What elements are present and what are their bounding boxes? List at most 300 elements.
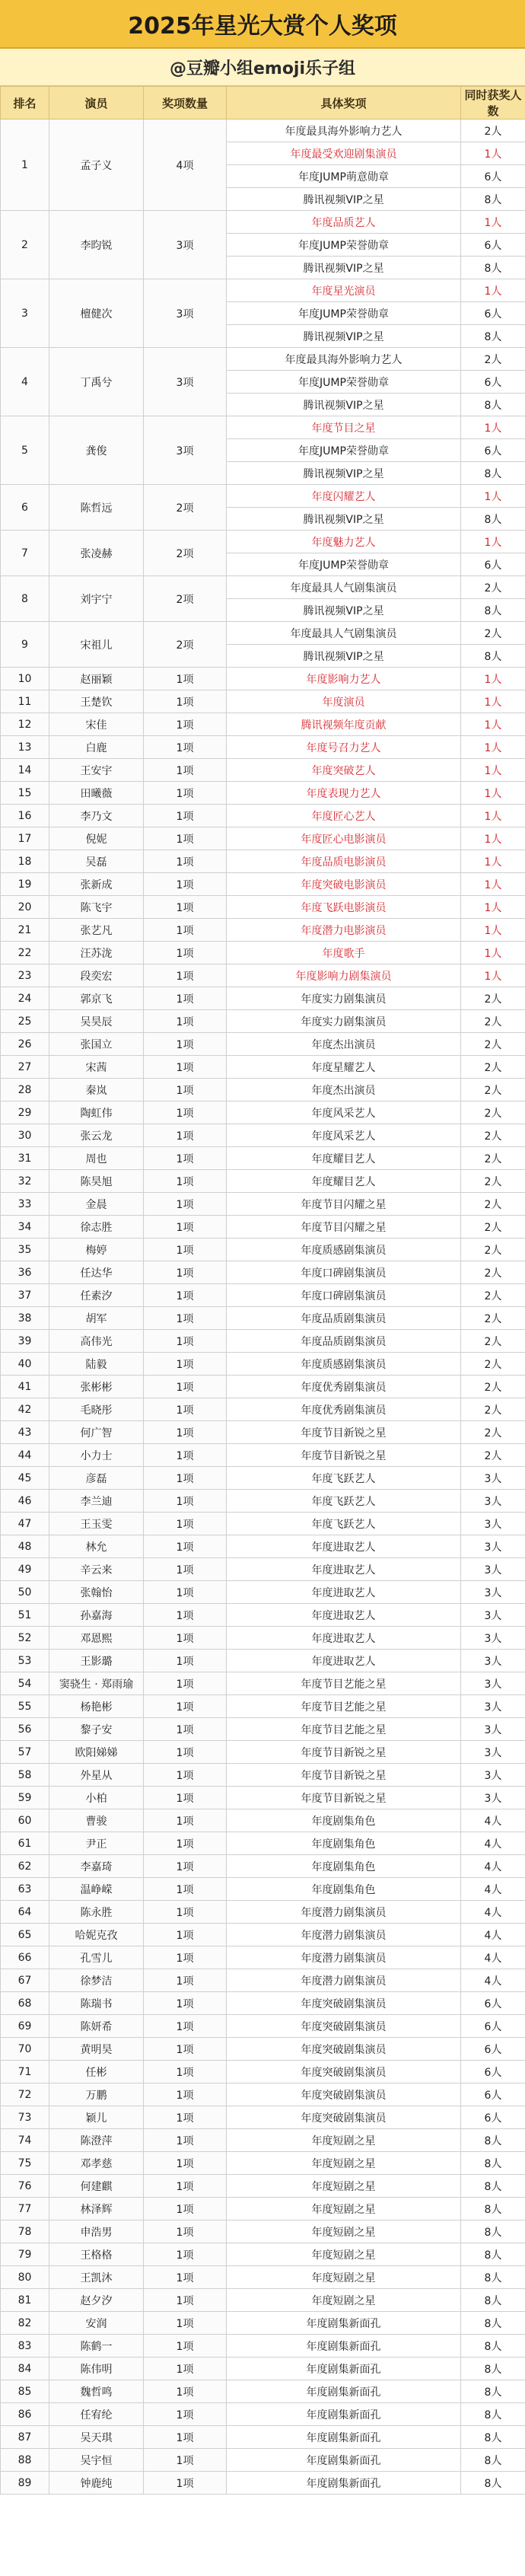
table-row <box>1 2312 525 2335</box>
award-cell: 年度最具海外影响力艺人 <box>227 120 461 142</box>
actor-cell: 邓恩熙 <box>49 1627 144 1650</box>
award-cell: 年度剧集角色 <box>227 1809 461 1832</box>
rank-cell: 18 <box>1 850 49 873</box>
header-rank: 排名 <box>1 87 49 120</box>
award-count-cell: 1项 <box>144 1924 227 1946</box>
table-row <box>1 1878 525 1901</box>
award-count-cell: 1项 <box>144 668 227 690</box>
table-row <box>1 1284 525 1307</box>
actor-cell: 辛云来 <box>49 1558 144 1581</box>
table-row <box>1 1787 525 1809</box>
winners-cell: 1人 <box>461 211 525 234</box>
award-cell: 年度剧集新面孔 <box>227 2426 461 2449</box>
actor-cell: 曹骏 <box>49 1809 144 1832</box>
table-row <box>1 2472 525 2495</box>
actor-cell: 孙嘉海 <box>49 1604 144 1627</box>
actor-cell: 申浩男 <box>49 2221 144 2243</box>
award-count-cell: 1项 <box>144 1398 227 1421</box>
award-cell: 年度短剧之星 <box>227 2175 461 2198</box>
actor-cell: 檀健次 <box>49 279 144 348</box>
rank-cell: 9 <box>1 622 49 668</box>
award-count-cell: 1项 <box>144 827 227 850</box>
winners-cell: 8人 <box>461 188 525 211</box>
actor-cell: 李嘉琦 <box>49 1855 144 1878</box>
award-cell: 年度剧集新面孔 <box>227 2358 461 2380</box>
rank-cell: 56 <box>1 1718 49 1741</box>
award-count-cell: 1项 <box>144 1421 227 1444</box>
page-title: 2025年星光大赏个人奖项 <box>0 0 525 49</box>
table-row <box>1 850 525 873</box>
table-row <box>1 2129 525 2152</box>
award-count-cell: 1项 <box>144 1832 227 1855</box>
award-cell: 年度进取艺人 <box>227 1627 461 1650</box>
award-count-cell: 1项 <box>144 1878 227 1901</box>
winners-cell: 8人 <box>461 394 525 416</box>
table-row <box>1 942 525 964</box>
rank-cell: 34 <box>1 1216 49 1239</box>
rank-cell: 35 <box>1 1239 49 1261</box>
winners-cell: 8人 <box>461 2335 525 2358</box>
actor-cell: 高伟光 <box>49 1330 144 1353</box>
actor-cell: 徐志胜 <box>49 1216 144 1239</box>
actor-cell: 小力士 <box>49 1444 144 1467</box>
winners-cell: 2人 <box>461 987 525 1010</box>
award-count-cell: 1项 <box>144 1490 227 1513</box>
rank-cell: 26 <box>1 1033 49 1056</box>
winners-cell: 1人 <box>461 668 525 690</box>
winners-cell: 1人 <box>461 873 525 896</box>
award-count-cell: 1项 <box>144 1672 227 1695</box>
award-cell: 年度魅力艺人 <box>227 531 461 553</box>
award-count-cell: 1项 <box>144 2129 227 2152</box>
award-cell: 年度潜力电影演员 <box>227 919 461 942</box>
winners-cell: 3人 <box>461 1581 525 1604</box>
table-row <box>1 1216 525 1239</box>
rank-cell: 40 <box>1 1353 49 1376</box>
actor-cell: 段奕宏 <box>49 964 144 987</box>
winners-cell: 3人 <box>461 1764 525 1787</box>
award-cell: 年度进取艺人 <box>227 1581 461 1604</box>
winners-cell: 1人 <box>461 964 525 987</box>
winners-cell: 2人 <box>461 1398 525 1421</box>
winners-cell: 8人 <box>461 257 525 279</box>
winners-cell: 6人 <box>461 234 525 257</box>
award-cell: 年度风采艺人 <box>227 1101 461 1124</box>
rank-cell: 22 <box>1 942 49 964</box>
rank-cell: 47 <box>1 1513 49 1535</box>
winners-cell: 6人 <box>461 2038 525 2061</box>
page-subtitle: @豆瓣小组emoji乐子组 <box>0 49 525 86</box>
actor-cell: 王影璐 <box>49 1650 144 1672</box>
header-winners: 同时获奖人数 <box>461 87 525 120</box>
award-cell: 年度口碑剧集演员 <box>227 1261 461 1284</box>
award-cell: 年度剧集新面孔 <box>227 2472 461 2495</box>
actor-cell: 何建麒 <box>49 2175 144 2198</box>
winners-cell: 4人 <box>461 1969 525 1992</box>
rank-cell: 61 <box>1 1832 49 1855</box>
award-cell: 年度飞跃艺人 <box>227 1513 461 1535</box>
actor-cell: 陈永胜 <box>49 1901 144 1924</box>
winners-cell: 8人 <box>461 2289 525 2312</box>
award-count-cell: 1项 <box>144 690 227 713</box>
actor-cell: 任达华 <box>49 1261 144 1284</box>
actor-cell: 徐梦洁 <box>49 1969 144 1992</box>
table-row <box>1 2403 525 2426</box>
award-cell: 年度影响力剧集演员 <box>227 964 461 987</box>
actor-cell: 陈哲远 <box>49 485 144 531</box>
table-row <box>1 759 525 782</box>
table-row <box>1 1718 525 1741</box>
table-row <box>1 2152 525 2175</box>
winners-cell: 2人 <box>461 1421 525 1444</box>
rank-cell: 45 <box>1 1467 49 1490</box>
award-cell: 年度节目新锐之星 <box>227 1444 461 1467</box>
award-count-cell: 1项 <box>144 2038 227 2061</box>
winners-cell: 6人 <box>461 302 525 325</box>
award-count-cell: 1项 <box>144 1901 227 1924</box>
actor-cell: 王格格 <box>49 2243 144 2266</box>
winners-cell: 3人 <box>461 1741 525 1764</box>
table-row <box>1 211 525 234</box>
actor-cell: 陈昊旭 <box>49 1170 144 1193</box>
winners-cell: 2人 <box>461 622 525 645</box>
winners-cell: 2人 <box>461 1010 525 1033</box>
actor-cell: 张翰怡 <box>49 1581 144 1604</box>
winners-cell: 6人 <box>461 371 525 394</box>
rank-cell: 3 <box>1 279 49 348</box>
rank-cell: 80 <box>1 2266 49 2289</box>
rank-cell: 76 <box>1 2175 49 2198</box>
table-row <box>1 2061 525 2083</box>
actor-cell: 钟鹿纯 <box>49 2472 144 2495</box>
actor-cell: 金晨 <box>49 1193 144 1216</box>
table-header <box>1 87 525 120</box>
award-count-cell: 1项 <box>144 1033 227 1056</box>
actor-cell: 任素汐 <box>49 1284 144 1307</box>
rank-cell: 29 <box>1 1101 49 1124</box>
actor-cell: 郭京飞 <box>49 987 144 1010</box>
award-count-cell: 1项 <box>144 1513 227 1535</box>
rank-cell: 82 <box>1 2312 49 2335</box>
rank-cell: 71 <box>1 2061 49 2083</box>
table-row <box>1 1832 525 1855</box>
award-count-cell: 1项 <box>144 1284 227 1307</box>
winners-cell: 8人 <box>461 2198 525 2221</box>
award-cell: 年度JUMP荣誉勋章 <box>227 439 461 462</box>
award-cell: 年度剧集角色 <box>227 1855 461 1878</box>
table-row <box>1 279 525 302</box>
award-cell: 年度进取艺人 <box>227 1535 461 1558</box>
award-cell: 年度剧集新面孔 <box>227 2312 461 2335</box>
rank-cell: 85 <box>1 2380 49 2403</box>
table-row <box>1 1650 525 1672</box>
award-count-cell: 1项 <box>144 1307 227 1330</box>
award-cell: 年度杰出演员 <box>227 1079 461 1101</box>
award-count-cell: 1项 <box>144 919 227 942</box>
actor-cell: 吴天琪 <box>49 2426 144 2449</box>
award-count-cell: 1项 <box>144 1101 227 1124</box>
rank-cell: 88 <box>1 2449 49 2472</box>
actor-cell: 汪苏泷 <box>49 942 144 964</box>
award-cell: 年度最具人气剧集演员 <box>227 576 461 599</box>
award-count-cell: 1项 <box>144 1695 227 1718</box>
actor-cell: 李兰迪 <box>49 1490 144 1513</box>
award-count-cell: 1项 <box>144 2198 227 2221</box>
rank-cell: 42 <box>1 1398 49 1421</box>
award-count-cell: 1项 <box>144 736 227 759</box>
table-row <box>1 1353 525 1376</box>
winners-cell: 8人 <box>461 2472 525 2495</box>
winners-cell: 1人 <box>461 279 525 302</box>
award-cell: 年度品质剧集演员 <box>227 1307 461 1330</box>
awards-table <box>0 86 525 2495</box>
award-cell: 年度突破剧集演员 <box>227 2083 461 2106</box>
rank-cell: 16 <box>1 805 49 827</box>
winners-cell: 2人 <box>461 1033 525 1056</box>
rank-cell: 19 <box>1 873 49 896</box>
table-row <box>1 1992 525 2015</box>
rank-cell: 62 <box>1 1855 49 1878</box>
award-cell: 年度最受欢迎剧集演员 <box>227 142 461 165</box>
award-count-cell: 1项 <box>144 1855 227 1878</box>
actor-cell: 窦骁生 · 郑雨瑜 <box>49 1672 144 1695</box>
award-cell: 年度口碑剧集演员 <box>227 1284 461 1307</box>
award-cell: 年度剧集新面孔 <box>227 2403 461 2426</box>
winners-cell: 2人 <box>461 1307 525 1330</box>
rank-cell: 28 <box>1 1079 49 1101</box>
table-row <box>1 1809 525 1832</box>
winners-cell: 3人 <box>461 1627 525 1650</box>
rank-cell: 17 <box>1 827 49 850</box>
actor-cell: 万鹏 <box>49 2083 144 2106</box>
award-cell: 腾讯视频年度贡献 <box>227 713 461 736</box>
actor-cell: 陈妍希 <box>49 2015 144 2038</box>
rank-cell: 6 <box>1 485 49 531</box>
award-cell: 年度质感剧集演员 <box>227 1239 461 1261</box>
award-count-cell: 1项 <box>144 2472 227 2495</box>
winners-cell: 2人 <box>461 1376 525 1398</box>
actor-cell: 张凌赫 <box>49 531 144 576</box>
award-count-cell: 1项 <box>144 2106 227 2129</box>
actor-cell: 彦磊 <box>49 1467 144 1490</box>
actor-cell: 陈伟明 <box>49 2358 144 2380</box>
winners-cell: 8人 <box>461 2175 525 2198</box>
rank-cell: 27 <box>1 1056 49 1079</box>
winners-cell: 1人 <box>461 142 525 165</box>
header-row <box>1 87 525 120</box>
actor-cell: 张新成 <box>49 873 144 896</box>
winners-cell: 2人 <box>461 1124 525 1147</box>
winners-cell: 8人 <box>461 462 525 485</box>
award-count-cell: 1项 <box>144 1467 227 1490</box>
winners-cell: 2人 <box>461 1239 525 1261</box>
table-row <box>1 1855 525 1878</box>
table-row <box>1 2266 525 2289</box>
rank-cell: 77 <box>1 2198 49 2221</box>
winners-cell: 1人 <box>461 759 525 782</box>
rank-cell: 44 <box>1 1444 49 1467</box>
award-count-cell: 2项 <box>144 531 227 576</box>
table-row <box>1 2380 525 2403</box>
award-cell: 年度JUMP荣誉勋章 <box>227 302 461 325</box>
table-row <box>1 1193 525 1216</box>
rank-cell: 7 <box>1 531 49 576</box>
actor-cell: 陈瑞书 <box>49 1992 144 2015</box>
actor-cell: 宋祖儿 <box>49 622 144 668</box>
actor-cell: 张彬彬 <box>49 1376 144 1398</box>
winners-cell: 1人 <box>461 827 525 850</box>
table-row <box>1 1170 525 1193</box>
actor-cell: 魏哲鸣 <box>49 2380 144 2403</box>
winners-cell: 1人 <box>461 485 525 508</box>
actor-cell: 小柏 <box>49 1787 144 1809</box>
award-cell: 年度潜力剧集演员 <box>227 1924 461 1946</box>
award-cell: 年度匠心艺人 <box>227 805 461 827</box>
award-cell: 年度飞跃艺人 <box>227 1490 461 1513</box>
table-row <box>1 1581 525 1604</box>
winners-cell: 1人 <box>461 805 525 827</box>
table-row <box>1 348 525 371</box>
rank-cell: 53 <box>1 1650 49 1672</box>
award-count-cell: 1项 <box>144 1992 227 2015</box>
actor-cell: 尹正 <box>49 1832 144 1855</box>
award-count-cell: 1项 <box>144 942 227 964</box>
winners-cell: 3人 <box>461 1535 525 1558</box>
award-cell: 年度突破剧集演员 <box>227 2038 461 2061</box>
award-cell: 年度节目之星 <box>227 416 461 439</box>
actor-cell: 温峥嵘 <box>49 1878 144 1901</box>
actor-cell: 王玉雯 <box>49 1513 144 1535</box>
award-cell: 年度剧集新面孔 <box>227 2380 461 2403</box>
winners-cell: 4人 <box>461 1901 525 1924</box>
winners-cell: 2人 <box>461 1444 525 1467</box>
award-cell: 年度突破剧集演员 <box>227 1992 461 2015</box>
winners-cell: 3人 <box>461 1650 525 1672</box>
rank-cell: 78 <box>1 2221 49 2243</box>
winners-cell: 2人 <box>461 1056 525 1079</box>
table-row <box>1 1101 525 1124</box>
table-row <box>1 873 525 896</box>
table-row <box>1 1946 525 1969</box>
award-cell: 年度节目新锐之星 <box>227 1787 461 1809</box>
award-cell: 年度优秀剧集演员 <box>227 1398 461 1421</box>
rank-cell: 68 <box>1 1992 49 2015</box>
award-count-cell: 1项 <box>144 1079 227 1101</box>
table-row <box>1 805 525 827</box>
table-row <box>1 1924 525 1946</box>
actor-cell: 龚俊 <box>49 416 144 485</box>
winners-cell: 2人 <box>461 1284 525 1307</box>
actor-cell: 陈鹤一 <box>49 2335 144 2358</box>
table-row <box>1 2106 525 2129</box>
table-row <box>1 120 525 142</box>
award-count-cell: 1项 <box>144 1147 227 1170</box>
winners-cell: 8人 <box>461 2403 525 2426</box>
rank-cell: 32 <box>1 1170 49 1193</box>
winners-cell: 3人 <box>461 1718 525 1741</box>
actor-cell: 林泽辉 <box>49 2198 144 2221</box>
winners-cell: 1人 <box>461 896 525 919</box>
award-cell: 腾讯视频VIP之星 <box>227 462 461 485</box>
table-row <box>1 1239 525 1261</box>
award-cell: 年度品质艺人 <box>227 211 461 234</box>
actor-cell: 吴磊 <box>49 850 144 873</box>
table-row <box>1 485 525 508</box>
actor-cell: 王楚钦 <box>49 690 144 713</box>
actor-cell: 任宥纶 <box>49 2403 144 2426</box>
award-count-cell: 1项 <box>144 873 227 896</box>
rank-cell: 48 <box>1 1535 49 1558</box>
actor-cell: 林允 <box>49 1535 144 1558</box>
table-row <box>1 964 525 987</box>
award-count-cell: 1项 <box>144 1764 227 1787</box>
award-count-cell: 1项 <box>144 1741 227 1764</box>
table-row <box>1 1261 525 1284</box>
award-count-cell: 1项 <box>144 2243 227 2266</box>
table-row <box>1 576 525 599</box>
award-cell: 年度耀目艺人 <box>227 1147 461 1170</box>
winners-cell: 8人 <box>461 645 525 668</box>
rank-cell: 58 <box>1 1764 49 1787</box>
award-count-cell: 1项 <box>144 2380 227 2403</box>
table-row <box>1 1558 525 1581</box>
actor-cell: 王安宇 <box>49 759 144 782</box>
award-cell: 年度最具人气剧集演员 <box>227 622 461 645</box>
award-count-cell: 1项 <box>144 1170 227 1193</box>
award-count-cell: 1项 <box>144 2312 227 2335</box>
table-row <box>1 2083 525 2106</box>
actor-cell: 任彬 <box>49 2061 144 2083</box>
actor-cell: 梅婷 <box>49 1239 144 1261</box>
actor-cell: 秦岚 <box>49 1079 144 1101</box>
rank-cell: 20 <box>1 896 49 919</box>
table-row <box>1 1604 525 1627</box>
award-count-cell: 1项 <box>144 1535 227 1558</box>
winners-cell: 2人 <box>461 1170 525 1193</box>
winners-cell: 2人 <box>461 1216 525 1239</box>
table-row <box>1 1627 525 1650</box>
winners-cell: 1人 <box>461 690 525 713</box>
actor-cell: 邓孝慈 <box>49 2152 144 2175</box>
award-cell: 年度影响力艺人 <box>227 668 461 690</box>
rank-cell: 72 <box>1 2083 49 2106</box>
actor-cell: 孔雪儿 <box>49 1946 144 1969</box>
award-count-cell: 1项 <box>144 713 227 736</box>
winners-cell: 4人 <box>461 1809 525 1832</box>
table-row <box>1 1444 525 1467</box>
award-count-cell: 1项 <box>144 759 227 782</box>
rank-cell: 25 <box>1 1010 49 1033</box>
table-row <box>1 2449 525 2472</box>
actor-cell: 李乃文 <box>49 805 144 827</box>
rank-cell: 63 <box>1 1878 49 1901</box>
rank-cell: 75 <box>1 2152 49 2175</box>
actor-cell: 丁禹兮 <box>49 348 144 416</box>
actor-cell: 刘宇宁 <box>49 576 144 622</box>
table-row <box>1 2426 525 2449</box>
award-cell: 年度进取艺人 <box>227 1604 461 1627</box>
header-award: 具体奖项 <box>227 87 461 120</box>
rank-cell: 1 <box>1 120 49 211</box>
table-row <box>1 668 525 690</box>
rank-cell: 52 <box>1 1627 49 1650</box>
award-cell: 年度星耀艺人 <box>227 1056 461 1079</box>
actor-cell: 黄明昊 <box>49 2038 144 2061</box>
actor-cell: 吴宇恒 <box>49 2449 144 2472</box>
table-row <box>1 2038 525 2061</box>
award-count-cell: 1项 <box>144 782 227 805</box>
actor-cell: 周也 <box>49 1147 144 1170</box>
